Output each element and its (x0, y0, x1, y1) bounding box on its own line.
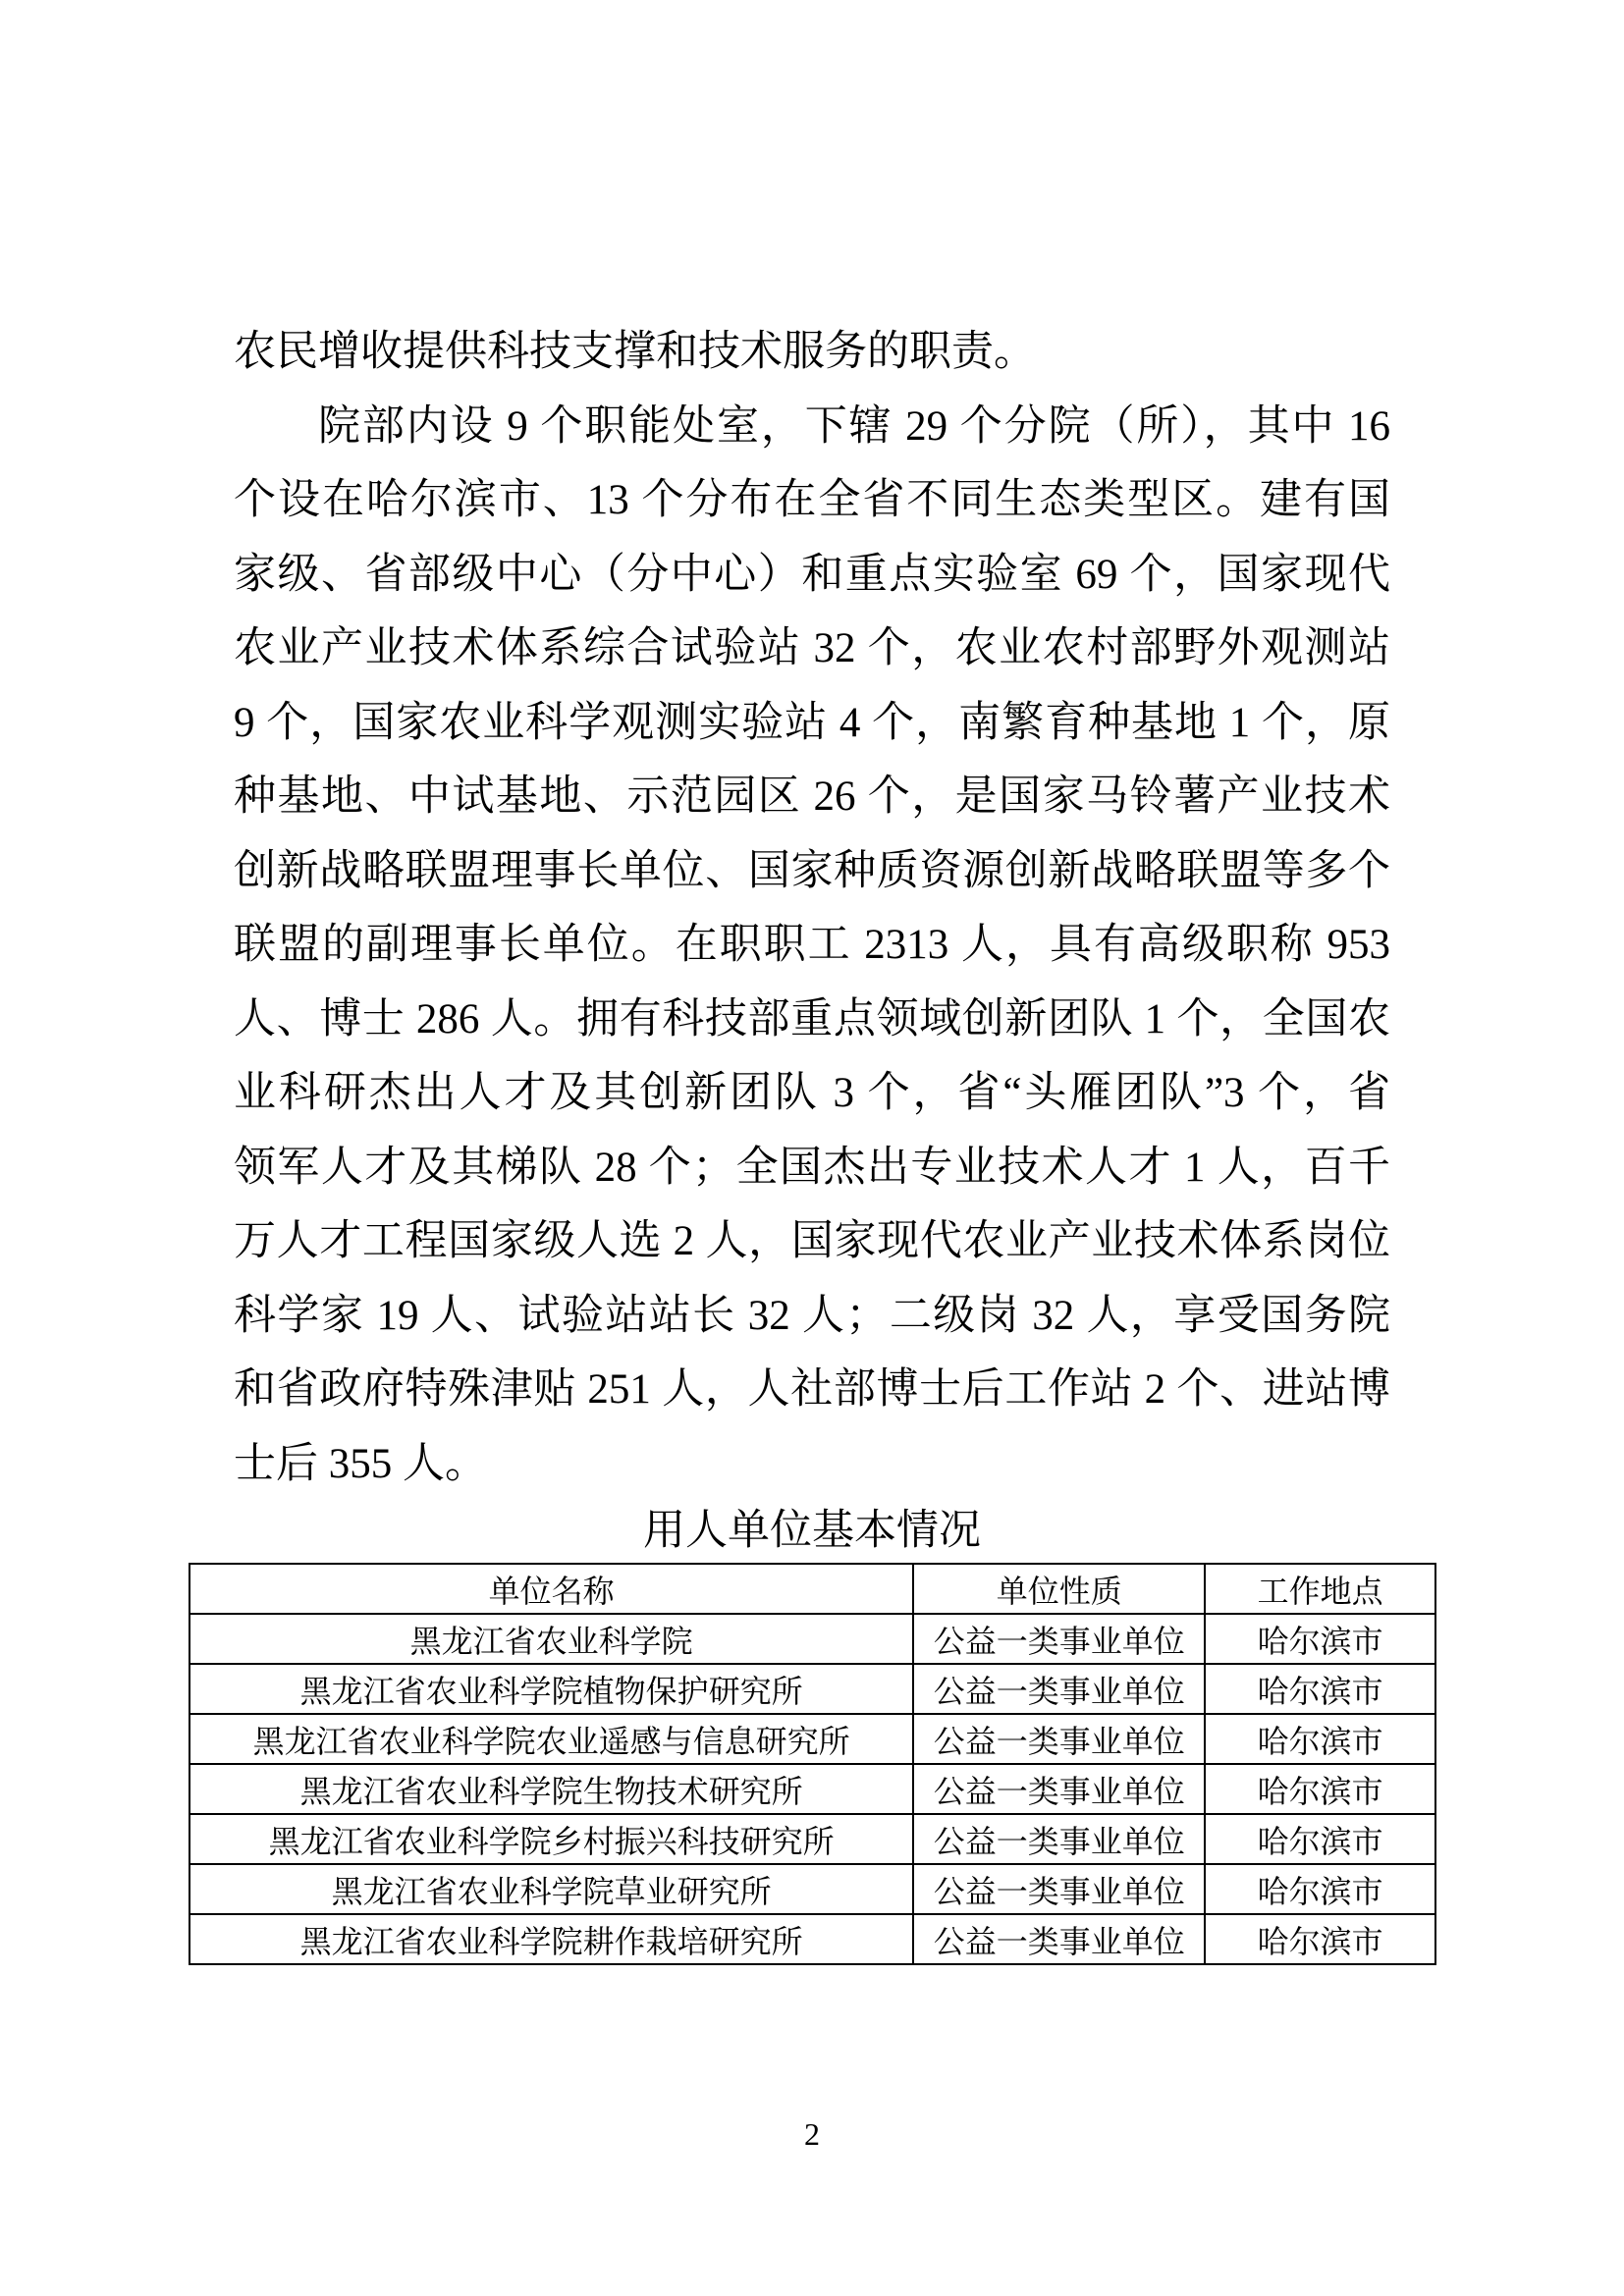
body-text-line: 业科研杰出人才及其创新团队 3 个，省“头雁团队”3 个，省 (234, 1070, 1390, 1116)
table-cell-unit-type: 公益一类事业单位 (913, 1914, 1205, 1964)
table-cell-unit-name: 黑龙江省农业科学院乡村振兴科技研究所 (189, 1814, 913, 1864)
table-cell-unit-name: 黑龙江省农业科学院 (189, 1614, 913, 1664)
table-cell-unit-type: 公益一类事业单位 (913, 1814, 1205, 1864)
body-text-line: 科学家 19 人、试验站站长 32 人；二级岗 32 人，享受国务院 (234, 1292, 1390, 1339)
table-cell-unit-name: 黑龙江省农业科学院草业研究所 (189, 1864, 913, 1914)
table-cell-work-location: 哈尔滨市 (1205, 1664, 1435, 1714)
table-row (189, 1814, 1435, 1864)
body-text-line: 农业产业技术体系综合试验站 32 个，农业农村部野外观测站 (234, 625, 1390, 671)
table-header-cell: 工作地点 (1205, 1564, 1435, 1614)
table-title: 用人单位基本情况 (643, 1508, 981, 1554)
body-text-line: 士后 355 人。 (234, 1440, 487, 1487)
table-cell-work-location: 哈尔滨市 (1205, 1764, 1435, 1814)
table-cell-unit-type: 公益一类事业单位 (913, 1764, 1205, 1814)
table-header-cell: 单位名称 (189, 1564, 913, 1614)
table-cell-work-location: 哈尔滨市 (1205, 1914, 1435, 1964)
table-cell-unit-type: 公益一类事业单位 (913, 1664, 1205, 1714)
table-cell-unit-name: 黑龙江省农业科学院植物保护研究所 (189, 1664, 913, 1714)
table-row (189, 1914, 1435, 1964)
table-cell-work-location: 哈尔滨市 (1205, 1714, 1435, 1764)
table-cell-unit-name: 黑龙江省农业科学院生物技术研究所 (189, 1764, 913, 1814)
page-number: 2 (804, 2116, 820, 2152)
table-cell-unit-name: 黑龙江省农业科学院农业遥感与信息研究所 (189, 1714, 913, 1764)
body-text-line: 和省政府特殊津贴 251 人，人社部博士后工作站 2 个、进站博 (234, 1366, 1390, 1413)
body-text-line: 农民增收提供科技支撑和技术服务的职责。 (234, 329, 1036, 375)
table-cell-unit-type: 公益一类事业单位 (913, 1864, 1205, 1914)
body-text-line: 领军人才及其梯队 28 个；全国杰出专业技术人才 1 人，百千 (234, 1144, 1390, 1191)
body-text-line: 创新战略联盟理事长单位、国家种质资源创新战略联盟等多个 (234, 847, 1390, 894)
body-text (234, 315, 1390, 1501)
table-row (189, 1864, 1435, 1914)
body-text-line: 人、博士 286 人。拥有科技部重点领域创新团队 1 个，全国农 (234, 995, 1390, 1042)
table-cell-unit-name: 黑龙江省农业科学院耕作栽培研究所 (189, 1914, 913, 1964)
table-header-row (189, 1564, 1435, 1614)
table-cell-work-location: 哈尔滨市 (1205, 1814, 1435, 1864)
body-text-line: 家级、省部级中心（分中心）和重点实验室 69 个，国家现代 (234, 551, 1390, 598)
body-text-line: 9 个，国家农业科学观测实验站 4 个，南繁育种基地 1 个，原 (234, 699, 1390, 746)
body-text-line: 联盟的副理事长单位。在职职工 2313 人，具有高级职称 953 (234, 922, 1390, 968)
table-row (189, 1664, 1435, 1714)
table-cell-unit-type: 公益一类事业单位 (913, 1614, 1205, 1664)
table-cell-unit-type: 公益一类事业单位 (913, 1714, 1205, 1764)
body-text-line: 万人才工程国家级人选 2 人，国家现代农业产业技术体系岗位 (234, 1218, 1390, 1264)
table-header-cell: 单位性质 (913, 1564, 1205, 1614)
employer-info-table (189, 1563, 1436, 1965)
table-cell-work-location: 哈尔滨市 (1205, 1864, 1435, 1914)
table-row (189, 1714, 1435, 1764)
table-cell-work-location: 哈尔滨市 (1205, 1614, 1435, 1664)
body-text-line: 院部内设 9 个职能处室，下辖 29 个分院（所），其中 16 (318, 402, 1390, 450)
table-row (189, 1764, 1435, 1814)
body-text-line: 个设在哈尔滨市、13 个分布在全省不同生态类型区。建有国 (234, 477, 1390, 523)
table-row (189, 1614, 1435, 1664)
body-text-line: 种基地、中试基地、示范园区 26 个，是国家马铃薯产业技术 (234, 774, 1390, 820)
